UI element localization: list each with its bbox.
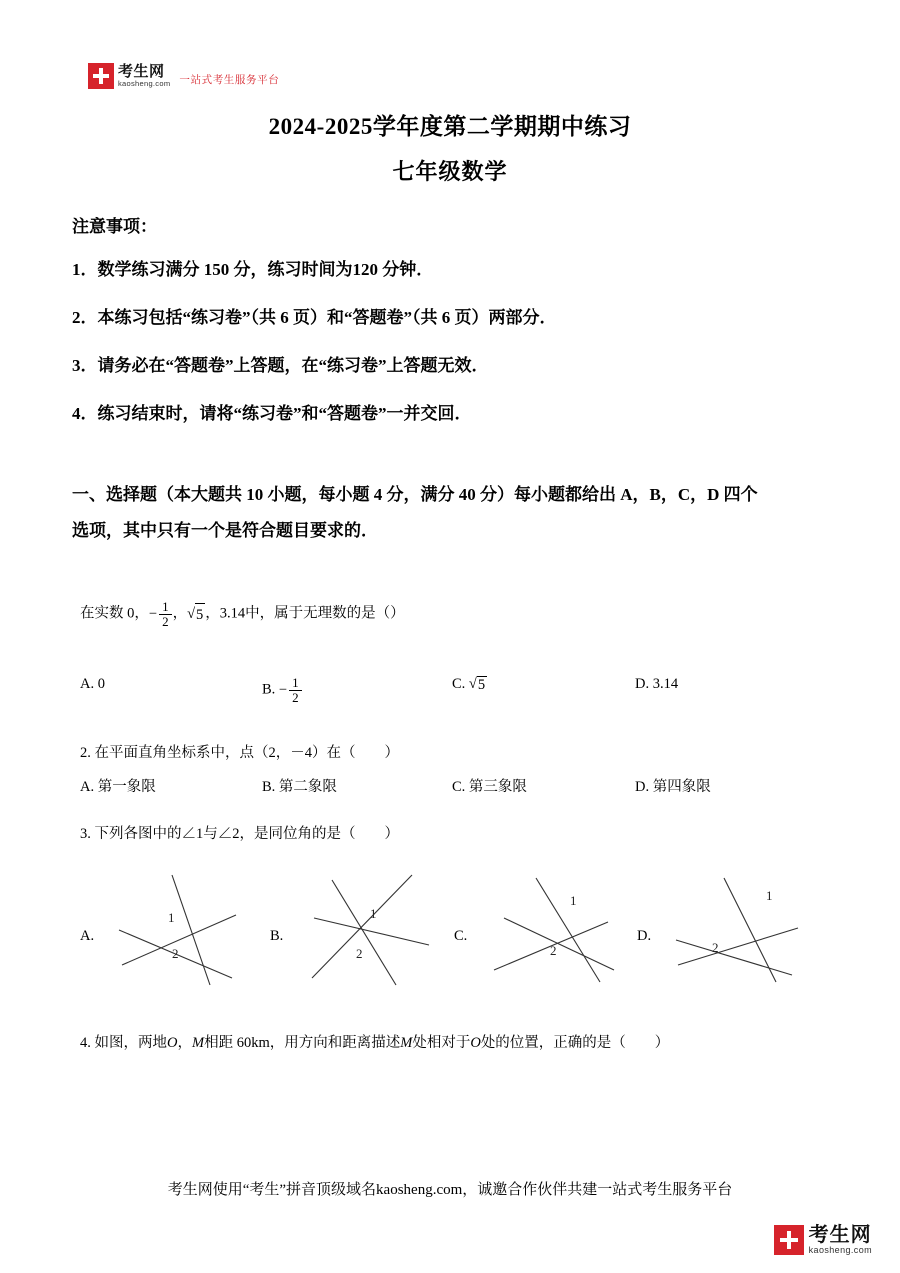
question-3-figure-a [114, 870, 244, 990]
question-4-stem-b: ， [177, 1035, 192, 1051]
angle-figure-d-icon [672, 870, 802, 990]
angle-figure-b-icon [304, 870, 434, 990]
question-3 [80, 823, 840, 846]
question-4-stem-e: 处的位置，正确的是（ ） [480, 1035, 670, 1051]
question-4-stem-c: 相距 60km，用方向和距离描述 [204, 1035, 401, 1051]
question-2-option-b[interactable] [262, 775, 337, 796]
question-1-stem-a: 在实数 0， [80, 605, 149, 622]
question-4-number: 4. [80, 1035, 91, 1051]
svg-text:1: 1 [766, 888, 773, 903]
question-4-stem-a: 如图，两地 [94, 1035, 167, 1051]
q1-frac-numerator: 1 [162, 599, 169, 614]
section-heading-line2: 选项，其中只有一个是符合题目要求的． [72, 520, 378, 540]
option-b-label: B. [262, 681, 276, 698]
question-3-figure-d [672, 870, 802, 990]
logo-name-cn: 考生网 [118, 63, 165, 81]
section-heading [72, 477, 842, 548]
question-3-figure-c [488, 870, 618, 990]
page-title: 2024-2025学年度第二学期期中练习 [268, 114, 632, 139]
question-3-stem: 下列各图中的∠1与∠2，是同位角的是（ ） [94, 826, 399, 842]
question-3-figure-b [304, 870, 434, 990]
option-b-frac-num: 1 [292, 675, 299, 690]
option-c-text: 第三象限 [468, 779, 527, 795]
option-b-text: 第二象限 [278, 779, 337, 795]
question-1-option-c[interactable]: C. √ 5 [452, 676, 486, 693]
svg-text:2: 2 [712, 940, 719, 955]
notice-item-4: 4．练习结束时，请将“练习卷”和“答题卷”一并交回． [72, 403, 472, 423]
question-1-stem-b: ， [172, 605, 188, 622]
footer-logo [774, 1225, 872, 1255]
question-2 [80, 742, 840, 765]
angle-figure-c-icon [488, 870, 618, 990]
svg-text:1: 1 [570, 893, 577, 908]
option-a-label: A. [80, 676, 95, 692]
notice-item-2: 2．本练习包括“练习卷”（共 6 页）和“答题卷”（共 6 页）两部分． [72, 307, 557, 327]
footer-logo-text [809, 1225, 872, 1255]
question-1 [80, 600, 840, 628]
option-b-label: B. [262, 779, 276, 795]
question-2-stem: 在平面直角坐标系中，点（2，－4）在（ ） [94, 745, 399, 761]
question-1-sqrt: √ 5 [187, 603, 205, 627]
footer-logo-name-cn: 考生网 [808, 1223, 872, 1246]
question-1-option-b[interactable]: B. − $\frac{1}{2}$ [262, 676, 303, 704]
question-1-option-a[interactable] [80, 676, 105, 693]
question-2-options [80, 775, 850, 809]
option-d-label: D. [635, 779, 650, 795]
option-c-sqrt-value: 5 [477, 677, 486, 693]
question-1-options [80, 672, 850, 706]
question-1-stem-c: ，3.14中，属于无理数的是（ [205, 605, 391, 622]
option-c-label: C. [452, 779, 466, 795]
logo-text [118, 64, 170, 88]
option-b-frac-den: 2 [289, 690, 302, 705]
option-a-text: 0 [97, 676, 105, 692]
question-3-figure-label-a: A. [80, 928, 95, 944]
option-a-label: A. [80, 779, 95, 795]
question-3-number: 3. [80, 826, 91, 842]
logo-slogan: 一站式考生服务平台 [179, 74, 280, 86]
svg-text:2: 2 [356, 946, 363, 961]
svg-text:2: 2 [550, 943, 557, 958]
question-4-stem-d: 处相对于 [412, 1035, 471, 1051]
question-2-option-a[interactable] [80, 775, 156, 796]
question-2-option-c[interactable] [452, 775, 527, 796]
question-4-point-o2: O [470, 1035, 481, 1051]
notice-item-3: 3．请务必在“答题卷”上答题，在“练习卷”上答题无效． [72, 355, 489, 375]
option-d-label: D. [635, 676, 650, 692]
section-heading-line1: 一、选择题（本大题共 10 小题，每小题 4 分，满分 40 分）每小题都给出 A，B，C，D 四个 [72, 485, 758, 504]
question-4-point-m2: M [400, 1035, 413, 1051]
q1-frac-denominator: 2 [159, 614, 172, 629]
question-3-figure-label-d: D. [637, 928, 652, 944]
question-3-figure-label-b: B. [270, 928, 284, 944]
q1-sqrt-value: 5 [195, 603, 205, 627]
logo-mark-icon [88, 63, 114, 89]
question-2-number: 2. [80, 745, 91, 761]
question-4-point-o1: O [167, 1035, 178, 1051]
question-1-option-d[interactable] [635, 676, 678, 693]
page-subtitle: 七年级数学 [392, 159, 508, 184]
question-3-figure-label-c: C. [454, 928, 468, 944]
question-4 [80, 1032, 860, 1055]
question-1-fraction: − $\frac{1}{2}$ [149, 600, 173, 628]
footer-logo-mark-icon [774, 1225, 804, 1255]
question-1-option-row [80, 672, 850, 706]
notice-block [72, 212, 832, 451]
logo-name-en: kaosheng.com [118, 79, 171, 89]
svg-text:1: 1 [168, 910, 175, 925]
footer-logo-name-en: kaosheng.com [808, 1244, 872, 1255]
notice-item-1: 1．数学练习满分 150 分，练习时间为120 分钟． [72, 260, 434, 279]
angle-figure-a-icon [114, 870, 244, 990]
option-d-text: 3.14 [652, 676, 679, 692]
option-d-text: 第四象限 [652, 779, 711, 795]
option-c-label: C. [452, 676, 466, 692]
svg-text:1: 1 [370, 906, 377, 921]
option-a-text: 第一象限 [97, 779, 156, 795]
question-4-point-m1: M [191, 1035, 205, 1051]
question-3-figures [72, 860, 872, 1010]
svg-text:2: 2 [172, 946, 179, 961]
footer-text: 考生网使用“考生”拼音顶级域名kaosheng.com，诚邀合作伙伴共建一站式考生服务平台 [167, 1182, 733, 1198]
question-2-option-d[interactable] [635, 775, 711, 796]
site-logo [88, 63, 279, 89]
question-1-stem-d: ） [390, 605, 405, 622]
notice-title: 注意事项： [72, 217, 157, 236]
question-2-option-row [80, 775, 850, 809]
